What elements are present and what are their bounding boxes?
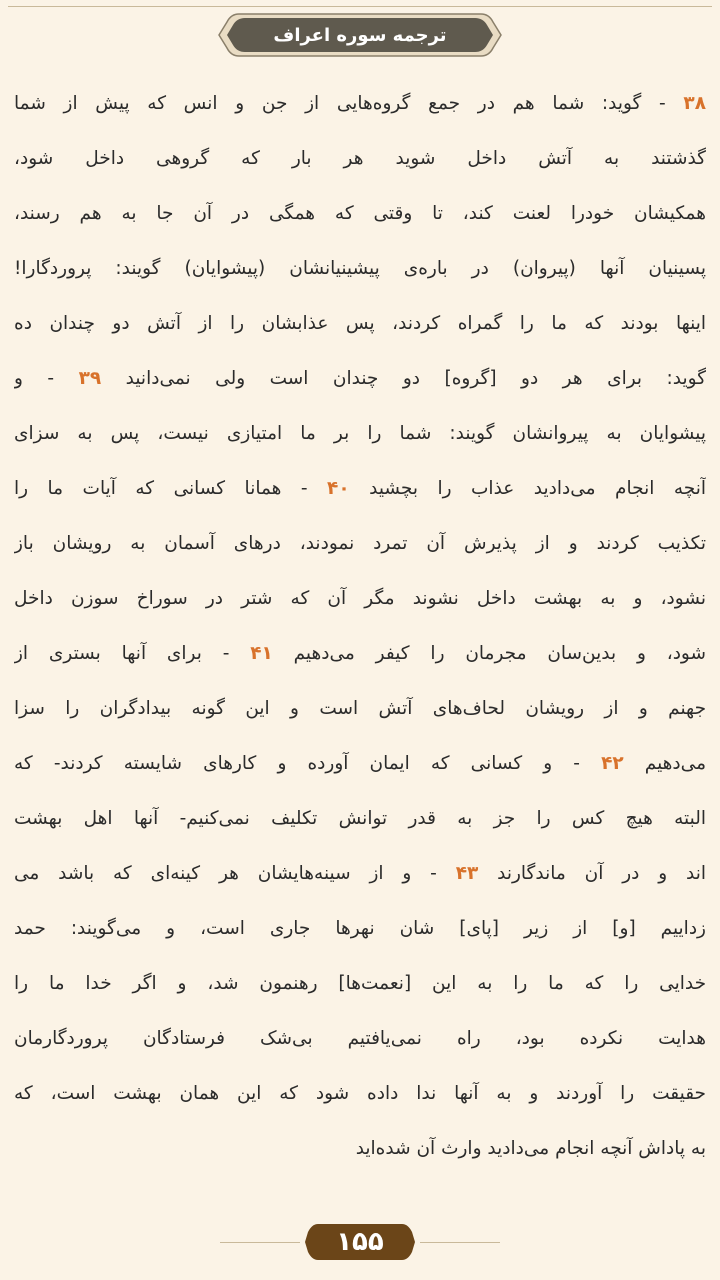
- header: [0, 12, 720, 62]
- surah-title: ترجمه سوره اعراف: [273, 24, 447, 46]
- line-text: شود، و بدین‌سان مجرمان را کیفر می‌دهیم: [272, 643, 706, 664]
- line-text: اند و در آن ماندگارند: [478, 863, 706, 884]
- verse-number: ۴۱: [250, 643, 273, 664]
- text-line: [14, 241, 706, 296]
- line-text: آنچه انجام می‌دادید عذاب را بچشید: [349, 478, 706, 499]
- line-text: البته هیچ کس را جز به قدر توانش تکلیف نمی‌کنیم- آنها اهل بهشت: [14, 808, 706, 829]
- line-text-continued: - و از سینه‌هایشان هر کینه‌ای که باشد می: [14, 863, 456, 884]
- line-text: گذشتند به آتش داخل شوید هر بار که گروهی داخل شود،: [14, 148, 706, 169]
- line-text: - گوید: شما هم در جمع گروه‌هایی از جن و انس که پیش از شما: [14, 93, 684, 114]
- text-line: [14, 516, 706, 571]
- text-line: [14, 901, 706, 956]
- line-text: همکیشان خودرا لعنت کند، تا وقتی که همگی در آن جا به هم رسند،: [14, 203, 706, 224]
- line-text: گوید: برای هر دو [گروه] دو چندان است ولی نمی‌دانید: [101, 368, 706, 389]
- text-line: [14, 956, 706, 1011]
- footer-line-left: [220, 1242, 300, 1243]
- line-text-continued: - برای آنها بستری از: [14, 643, 251, 664]
- top-border-line: [8, 6, 712, 7]
- text-line: [14, 186, 706, 241]
- line-text: حقیقت را آوردند و به آنها ندا داده شود که این همان بهشت است، که: [14, 1083, 706, 1104]
- line-text: خدایی را که ما را به این [نعمت‌ها] رهنمون شد، و اگر خدا ما را: [14, 973, 706, 994]
- line-text: جهنم و از رویشان لحاف‌های آتش است و این گونه بیدادگران را سزا: [14, 698, 706, 719]
- footer-line-right: [420, 1242, 500, 1243]
- page-number: ۱۵۵: [336, 1227, 384, 1257]
- text-line: [14, 76, 706, 131]
- text-line: [14, 736, 706, 791]
- text-line: [14, 1066, 706, 1121]
- text-line: [14, 131, 706, 186]
- page-number-badge: [304, 1222, 416, 1262]
- line-text: تکذیب کردند و از پذیرش آن تمرد نمودند، درهای آسمان به رویشان باز: [14, 533, 706, 554]
- text-line: [14, 406, 706, 461]
- line-text: اینها بودند که ما را گمراه کردند، پس عذابشان را از آتش دو چندان ده: [14, 313, 706, 334]
- text-line: [14, 296, 706, 351]
- text-line: [14, 461, 706, 516]
- line-text: به پاداش آنچه انجام می‌دادید وارث آن شده‌اید: [355, 1138, 706, 1159]
- line-text: می‌دهیم: [623, 753, 706, 774]
- line-text-continued: - همانا کسانی که آیات ما را: [14, 478, 328, 499]
- page-footer: [0, 1216, 720, 1270]
- verse-number: ۴۲: [601, 753, 624, 774]
- surah-title-badge: [217, 12, 503, 58]
- text-line: [14, 1121, 706, 1176]
- text-line: [14, 791, 706, 846]
- translation-text: [14, 76, 706, 1216]
- line-text: پسینیان آنها (پیروان) در باره‌ی پیشینیانشان (پیشوایان) گویند: پروردگارا!: [14, 258, 706, 279]
- line-text-continued: - و کسانی که ایمان آورده و کارهای شایسته کردند- که: [14, 753, 602, 774]
- line-text-continued: - و: [14, 368, 79, 389]
- text-line: [14, 846, 706, 901]
- text-line: [14, 571, 706, 626]
- verse-number: ۴۳: [455, 863, 479, 884]
- text-line: [14, 351, 706, 406]
- verse-number: ۴۰: [327, 478, 350, 499]
- line-text: هدایت نکرده بود، راه نمی‌یافتیم بی‌شک فرستادگان پروردگارمان: [14, 1028, 706, 1049]
- line-text: پیشوایان به پیروانشان گویند: شما را بر ما امتیازی نیست، پس به سزای: [14, 423, 706, 444]
- verse-number: ۳۹: [78, 368, 102, 389]
- text-line: [14, 1011, 706, 1066]
- line-text: زداییم [و] از زیر [پای] شان نهرها جاری است، و می‌گویند: حمد: [14, 918, 706, 939]
- text-line: [14, 626, 706, 681]
- text-line: [14, 681, 706, 736]
- verse-number: ۳۸: [683, 93, 706, 114]
- line-text: نشود، و به بهشت داخل نشوند مگر آن که شتر در سوراخ سوزن داخل: [14, 588, 706, 609]
